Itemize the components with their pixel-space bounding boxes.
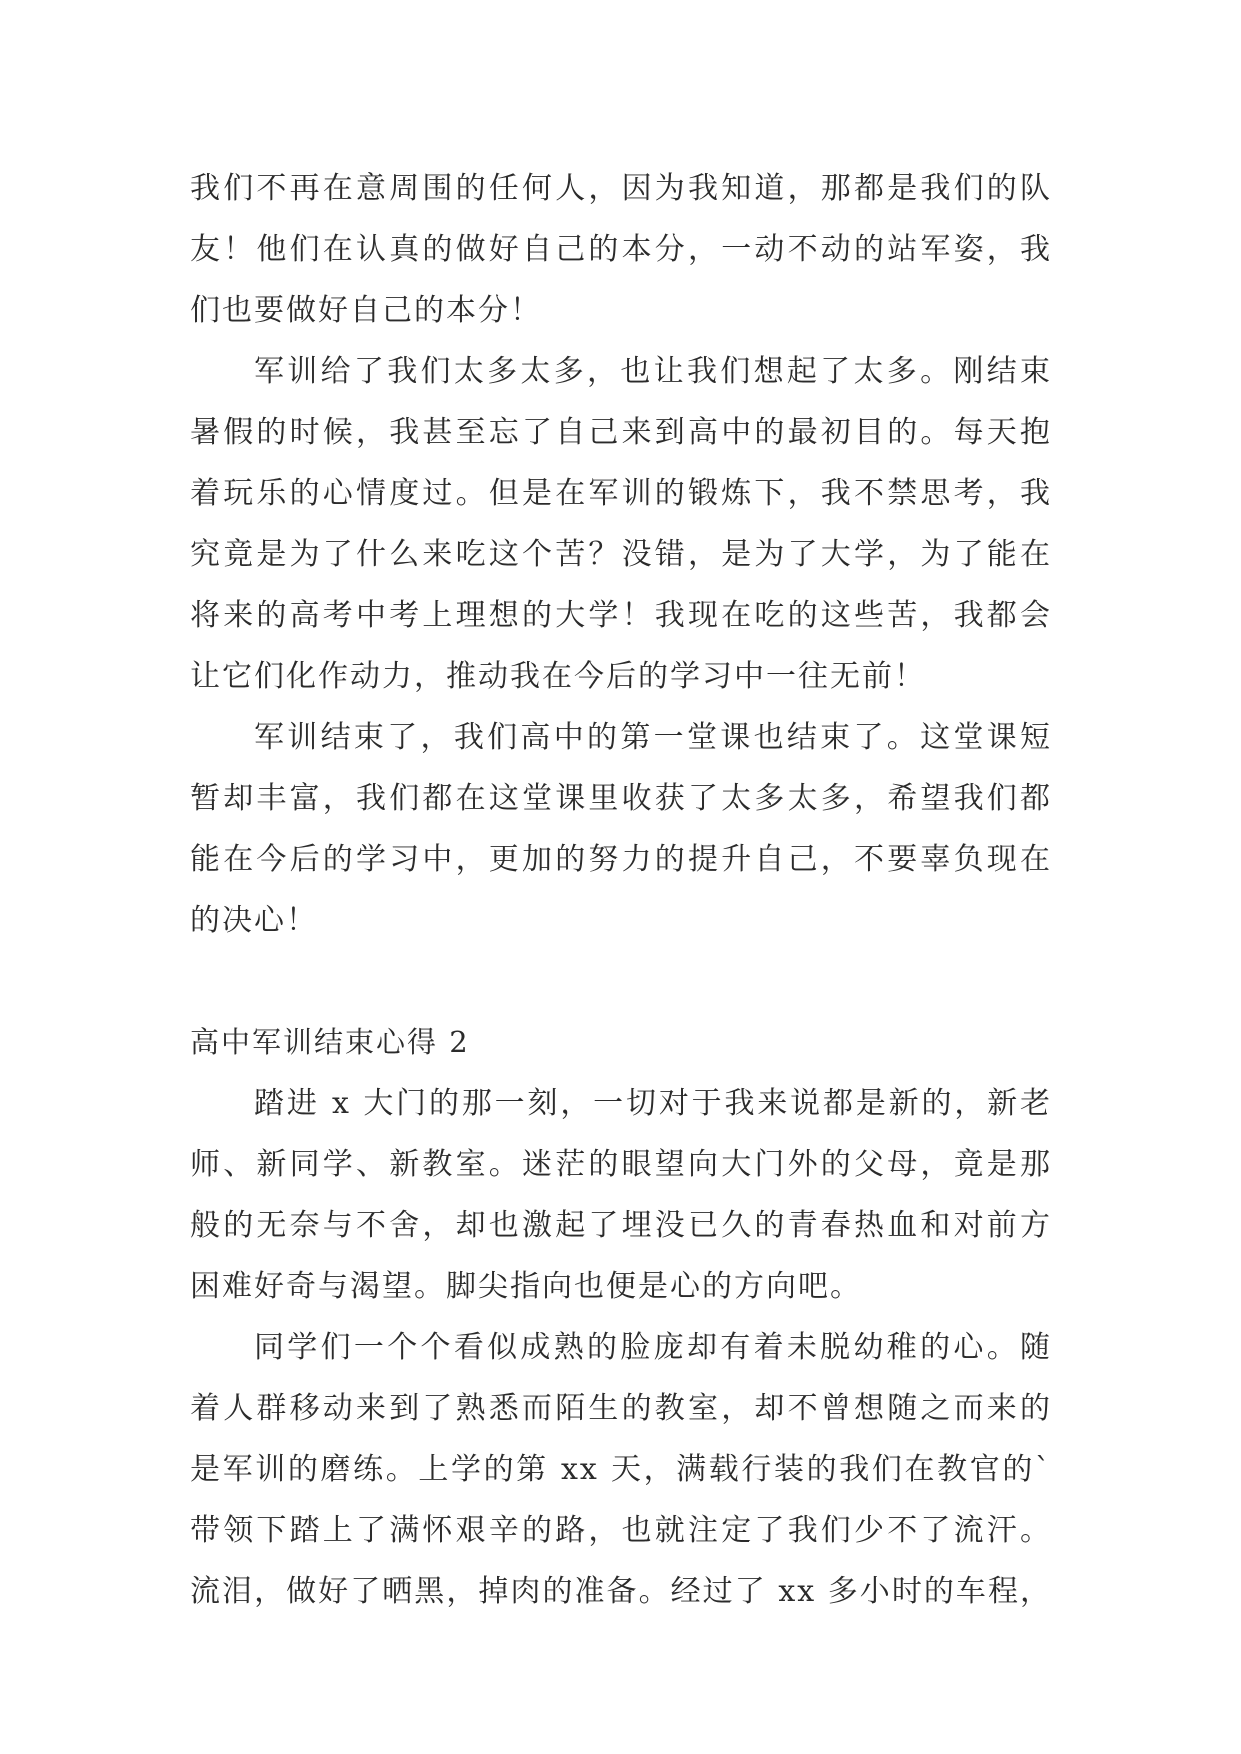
text-line: 军训给了我们太多太多，也让我们想起了太多。刚结束	[254, 354, 1052, 389]
text-line: 困难好奇与渴望。脚尖指向也便是心的方向吧。	[190, 1269, 862, 1304]
text-line: 同学们一个个看似成熟的脸庞却有着未脱幼稚的心。随	[254, 1330, 1052, 1365]
text-line: 暂却丰富，我们都在这堂课里收获了太多太多，希望我们都	[190, 781, 1052, 816]
paragraph-4	[190, 1073, 1052, 1317]
text-line: 们也要做好自己的本分！	[190, 293, 542, 328]
text-line: 友！他们在认真的做好自己的本分，一动不动的站军姿，我	[190, 232, 1052, 267]
text-line: 暑假的时候，我甚至忘了自己来到高中的最初目的。每天抱	[190, 415, 1052, 450]
text-line: 流泪，做好了晒黑，掉肉的准备。经过了 xx 多小时的车程，	[190, 1574, 1052, 1609]
text-line: 是军训的磨练。上学的第 xx 天，满载行装的我们在教官的`	[190, 1452, 1052, 1487]
section-heading: 高中军训结束心得 2	[190, 1025, 470, 1059]
paragraph-5	[190, 1317, 1052, 1622]
paragraph-2	[190, 341, 1052, 707]
text-line: 究竟是为了什么来吃这个苦？没错，是为了大学，为了能在	[190, 537, 1052, 572]
text-line: 能在今后的学习中，更加的努力的提升自己，不要辜负现在	[190, 842, 1052, 877]
text-line: 般的无奈与不舍，却也激起了埋没已久的青春热血和对前方	[190, 1208, 1052, 1243]
text-line: 的决心！	[190, 903, 318, 938]
text-line: 踏进 x 大门的那一刻，一切对于我来说都是新的，新老	[254, 1086, 1052, 1121]
paragraph-3	[190, 707, 1052, 951]
text-line: 让它们化作动力，推动我在今后的学习中一往无前！	[190, 659, 926, 694]
section-spacer	[190, 951, 1052, 1012]
text-line: 军训结束了，我们高中的第一堂课也结束了。这堂课短	[254, 720, 1052, 755]
text-line: 带领下踏上了满怀艰辛的路，也就注定了我们少不了流汗。	[190, 1513, 1052, 1548]
text-line: 将来的高考中考上理想的大学！我现在吃的这些苦，我都会	[190, 598, 1052, 633]
text-line: 师、新同学、新教室。迷茫的眼望向大门外的父母，竟是那	[190, 1147, 1052, 1182]
text-line: 着人群移动来到了熟悉而陌生的教室，却不曾想随之而来的	[190, 1391, 1052, 1426]
paragraph-1	[190, 158, 1052, 341]
text-line: 我们不再在意周围的任何人，因为我知道，那都是我们的队	[190, 171, 1052, 206]
document-body	[190, 158, 1052, 1622]
text-line: 着玩乐的心情度过。但是在军训的锻炼下，我不禁思考，我	[190, 476, 1052, 511]
